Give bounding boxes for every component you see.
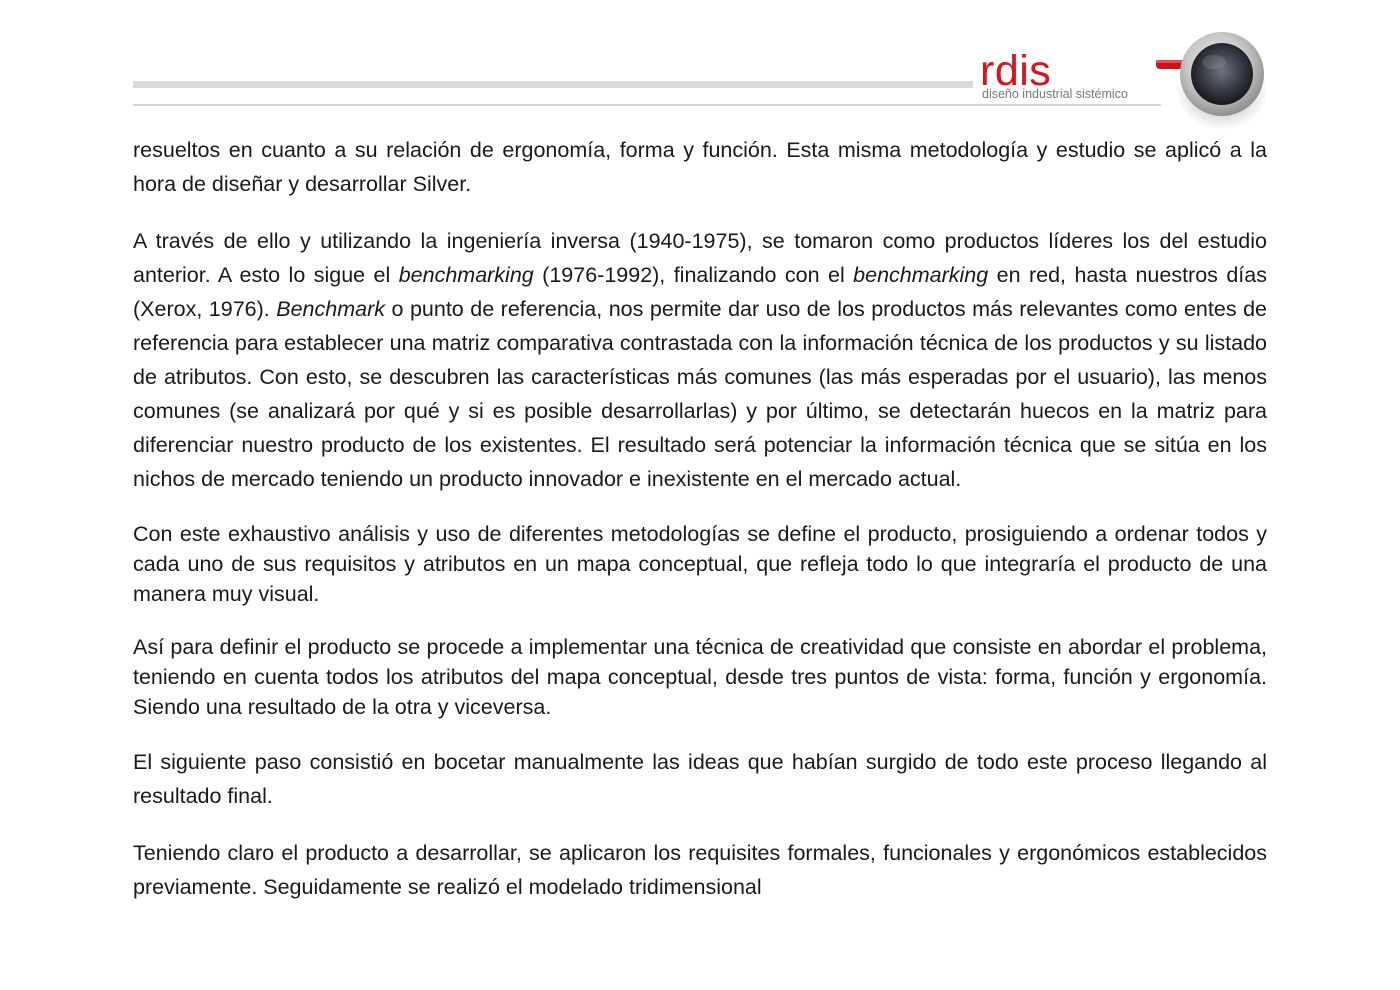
text-run: A través de ello y utilizando la ingeniería inversa (1940-1975), se tomaron como productos líderes los del estudio anterior. A esto lo sigue el	[133, 229, 1267, 287]
text-run: resueltos en cuanto a su relación de ergonomía, forma y función. Esta misma metodología y estudio se aplicó a la hora de diseñar y desarrollar Silver.	[133, 138, 1267, 196]
header-rule-thin	[133, 104, 1161, 106]
paragraph	[133, 133, 1267, 201]
paragraph	[133, 632, 1267, 722]
cup-logo-icon	[1150, 22, 1272, 132]
paragraph	[133, 519, 1267, 609]
text-run: en red, hasta nuestros días (Xerox, 1976).	[133, 263, 1267, 321]
italic-term: Benchmark	[276, 297, 385, 321]
paragraph	[133, 224, 1267, 496]
text-run: (1976-1992), finalizando con el	[533, 263, 854, 287]
paragraph	[133, 745, 1267, 813]
header-rule-thick	[133, 81, 973, 88]
paragraph	[133, 836, 1267, 904]
text-run: Así para definir el producto se procede a implementar una técnica de creatividad que consiste en abordar el problema, teniendo en cuenta todos los atributos del mapa conceptual, desde tres puntos de vista: forma, función y ergonomía. Siendo una resultado de la otra y viceversa.	[133, 635, 1267, 719]
brand-tagline: diseño industrial sistémico	[982, 87, 1128, 101]
brand-wordmark: rdis	[980, 47, 1052, 95]
italic-term: benchmarking	[853, 263, 989, 287]
text-run: o punto de referencia, nos permite dar uso de los productos más relevantes como entes de referencia para establecer una matriz comparativa contrastada con la información técnica de los productos y su listado de atributos. Con esto, se descubren las características más comunes (las más esperadas por el usuario), las menos comunes (se analizará por qué y si es posible desarrollarlas) y por último, se detectarán huecos en la matriz para diferenciar nuestro producto de los existentes. El resultado será potenciar la información técnica que se sitúa en los nichos de mercado teniendo un producto innovador e inexistente en el mercado actual.	[133, 297, 1267, 491]
page-header	[0, 0, 1400, 130]
text-run: Con este exhaustivo análisis y uso de diferentes metodologías se define el producto, prosiguiendo a ordenar todos y cada uno de sus requisitos y atributos en un mapa conceptual, que refleja todo lo que integraría el producto de una manera muy visual.	[133, 522, 1267, 606]
italic-term: benchmarking	[398, 263, 534, 287]
text-run: Teniendo claro el producto a desarrollar, se aplicaron los requisites formales, funcionales y ergonómicos establecidos previamente. Seguidamente se realizó el modelado tridimensional	[133, 841, 1267, 899]
document-body	[133, 133, 1267, 927]
text-run: El siguiente paso consistió en bocetar manualmente las ideas que habían surgido de todo este proceso llegando al resultado final.	[133, 750, 1267, 808]
